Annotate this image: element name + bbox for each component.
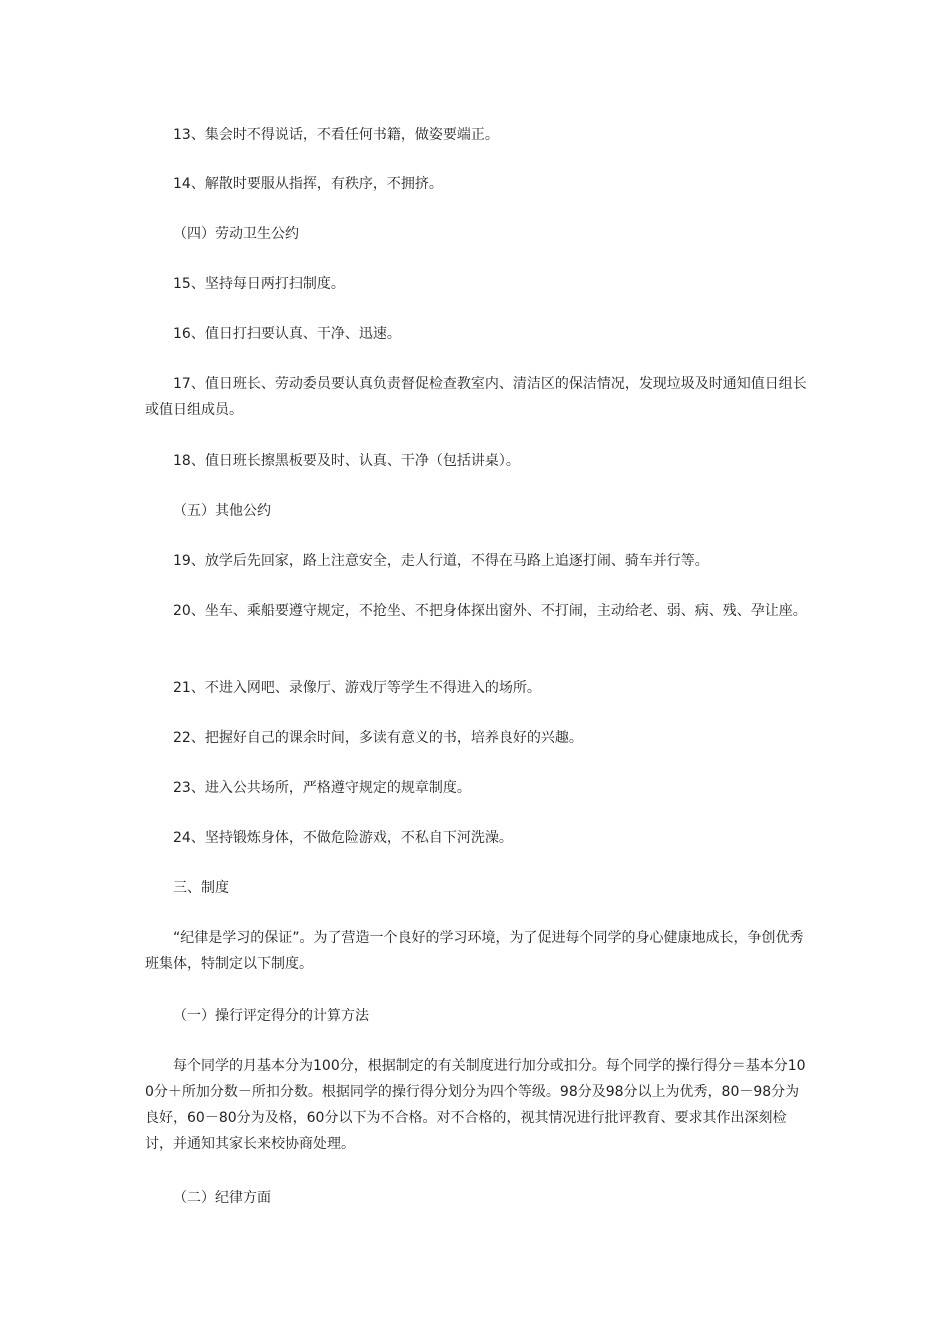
rule-16: 16、值日打扫要认真、干净、迅速。 (173, 326, 401, 342)
rule-22: 22、把握好自己的课余时间，多读有意义的书，培养良好的兴趣。 (173, 730, 583, 746)
rule-14: 14、解散时要服从指挥，有秩序，不拥挤。 (173, 176, 443, 192)
subheading-discipline: （二）纪律方面 (173, 1190, 271, 1206)
rule-15: 15、坚持每日两打扫制度。 (173, 276, 345, 292)
rule-13: 13、集会时不得说话，不看任何书籍，做姿要端正。 (173, 127, 499, 143)
score-method-body: 每个同学的月基本分为100分，根据制定的有关制度进行加分或扣分。每个同学的操行得分＝基本分100分＋所加分数－所扣分数。根据同学的操行得分划分为四个等级。98分及98分以上为优秀，80－98分为良好，60－80分为及格，60分以下为不合格。对不合格的，视其情况进行批评教育、要求其作出深刻检讨，并通知其家长来校协商处理。 (145, 1058, 806, 1152)
section-heading-labor-hygiene: （四）劳动卫生公约 (173, 226, 299, 242)
rule-17: 17、值日班长、劳动委员要认真负责督促检查教室内、清洁区的保洁情况，发现垃圾及时通知值日组长或值日组成员。 (145, 376, 807, 418)
rule-19: 19、放学后先回家，路上注意安全，走人行道，不得在马路上追逐打闹、骑车并行等。 (173, 553, 709, 569)
section-heading-other: （五）其他公约 (173, 503, 271, 519)
rule-21: 21、不进入网吧、录像厅、游戏厅等学生不得进入的场所。 (173, 680, 541, 696)
rule-18: 18、值日班长擦黑板要及时、认真、干净（包括讲桌）。 (173, 453, 520, 469)
rule-23: 23、进入公共场所，严格遵守规定的规章制度。 (173, 780, 471, 796)
rule-24: 24、坚持锻炼身体，不做危险游戏，不私自下河洗澡。 (173, 830, 513, 846)
subheading-score-method: （一）操行评定得分的计算方法 (173, 1008, 369, 1024)
rule-20: 20、坐车、乘船要遵守规定，不抢坐、不把身体探出窗外、不打闹，主动给老、弱、病、残、孕让座。 (173, 603, 807, 619)
section-heading-system: 三、制度 (173, 880, 229, 896)
system-intro: “纪律是学习的保证”。为了营造一个良好的学习环境，为了促进每个同学的身心健康地成长，争创优秀班集体，特制定以下制度。 (145, 930, 804, 972)
